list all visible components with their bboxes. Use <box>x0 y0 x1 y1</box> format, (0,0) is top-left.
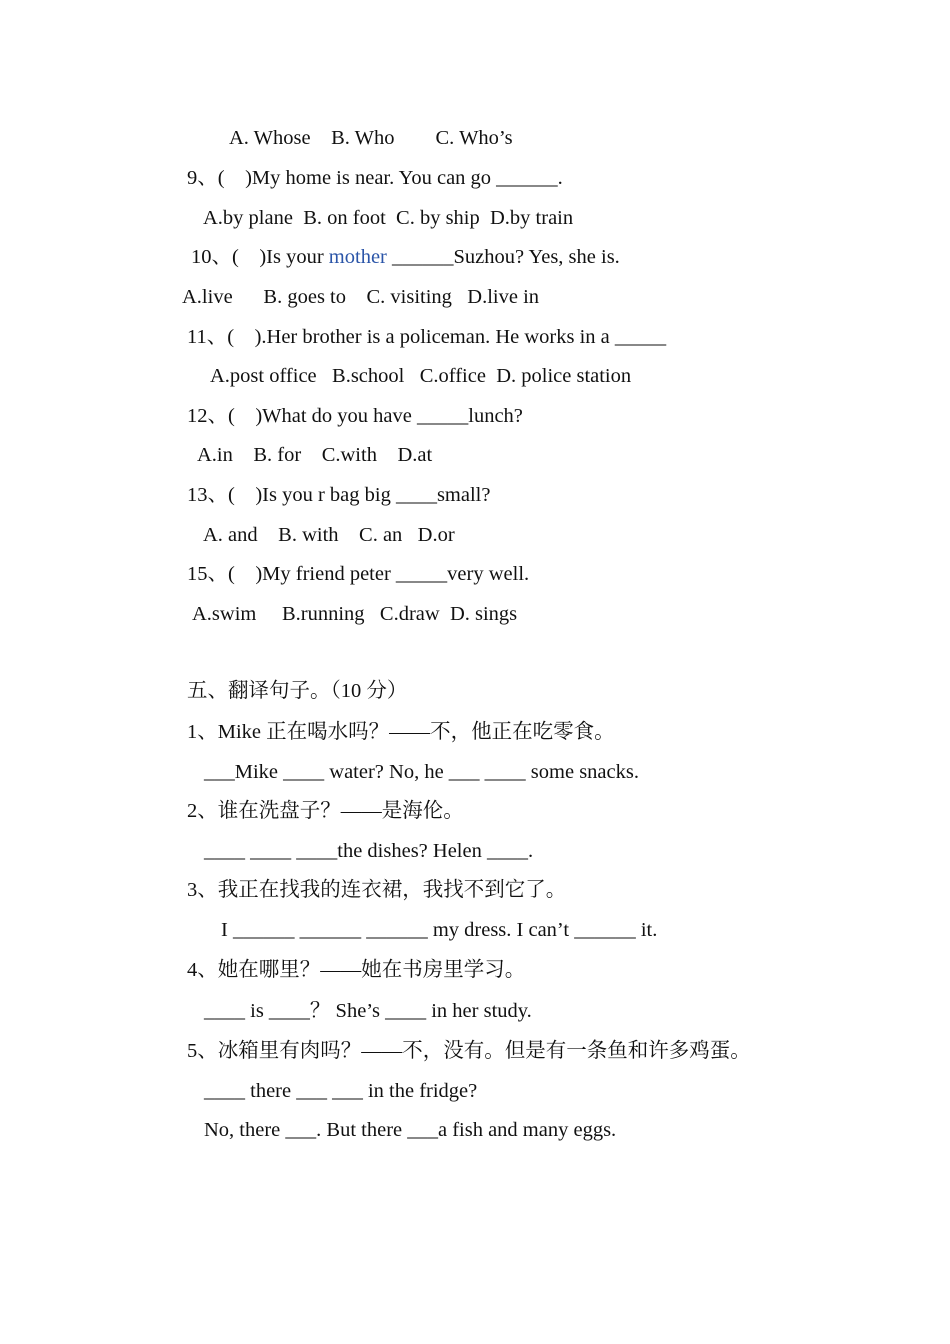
s3-chinese: 3、我正在找我的连衣裙，我找不到它了。 <box>187 879 567 901</box>
q10-stem-after: ______Suzhou? Yes, she is. <box>386 246 620 268</box>
section5-heading: 五、翻译句子。（10 分） <box>187 680 408 702</box>
q12-stem: 12、( )What do you have _____lunch? <box>187 405 523 427</box>
s3-english: I ______ ______ ______ my dress. I can’t ______ it. <box>221 919 658 941</box>
q10-highlight-word: mother <box>328 246 387 268</box>
q15-options: A.swim B.running C.draw D. sings <box>192 603 518 625</box>
q8-options: A. Whose B. Who C. Who’s <box>229 127 513 149</box>
q10-options: A.live B. goes to C. visiting D.live in <box>182 286 540 308</box>
q12-options: A.in B. for C.with D.at <box>197 444 433 466</box>
q11-options: A.post office B.school C.office D. police station <box>210 365 632 387</box>
s4-chinese: 4、她在哪里？——她在书房里学习。 <box>187 959 526 981</box>
q10-stem <box>191 245 620 269</box>
s5-english-line2: No, there ___. But there ___a fish and many eggs. <box>204 1119 617 1141</box>
s5-chinese: 5、冰箱里有肉吗？——不，没有。但是有一条鱼和许多鸡蛋。 <box>187 1040 751 1062</box>
s2-chinese: 2、谁在洗盘子？——是海伦。 <box>187 800 464 822</box>
q10-stem-before: 10、( )Is your <box>191 246 329 268</box>
s1-chinese: 1、Mike 正在喝水吗？——不，他正在吃零食。 <box>187 721 615 743</box>
s4-english: ____ is ____？ She’s ____ in her study. <box>204 1000 532 1022</box>
q13-options: A. and B. with C. an D.or <box>203 524 455 546</box>
q13-stem: 13、( )Is you r bag big ____small? <box>187 484 491 506</box>
q9-options: A.by plane B. on foot C. by ship D.by train <box>203 207 574 229</box>
q15-stem: 15、( )My friend peter _____very well. <box>187 563 530 585</box>
s2-english: ____ ____ ____the dishes? Helen ____. <box>204 840 534 862</box>
q9-stem: 9、( )My home is near. You can go ______. <box>187 167 563 189</box>
s1-english: ___Mike ____ water? No, he ___ ____ some snacks. <box>204 761 639 783</box>
q11-stem: 11、( ).Her brother is a policeman. He works in a _____ <box>187 326 667 348</box>
s5-english-line1: ____ there ___ ___ in the fridge? <box>204 1080 478 1102</box>
